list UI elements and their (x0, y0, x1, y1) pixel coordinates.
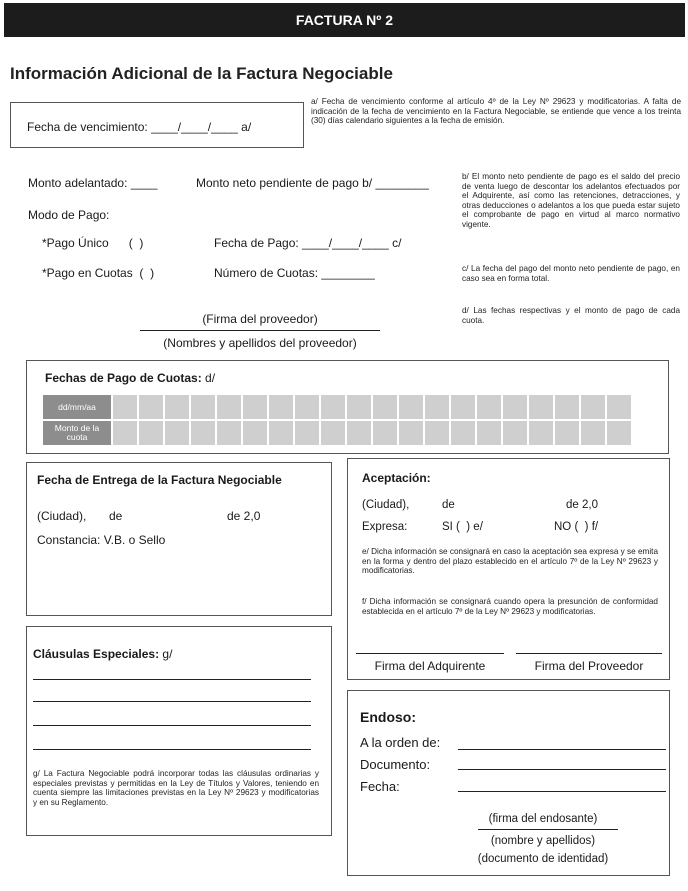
cuotas-grid (41, 393, 633, 447)
aceptacion-box (347, 458, 670, 680)
entrega-ciudad[interactable]: (Ciudad), (37, 509, 87, 523)
grid-cell[interactable] (112, 420, 138, 446)
grid-cell[interactable] (476, 420, 502, 446)
entrega-box (26, 462, 332, 616)
grid-cell[interactable] (502, 394, 528, 420)
grid-cell[interactable] (424, 420, 450, 446)
grid-cell[interactable] (242, 394, 268, 420)
grid-cell[interactable] (476, 394, 502, 420)
page-title: Información Adicional de la Factura Negociable (10, 64, 393, 83)
clausula-line[interactable] (33, 701, 311, 702)
grid-cell[interactable] (138, 394, 164, 420)
grid-cell[interactable] (398, 394, 424, 420)
entrega-title: Fecha de Entrega de la Factura Negociable (37, 473, 282, 487)
grid-cell[interactable] (424, 394, 450, 420)
cuotas-date-row (42, 394, 632, 420)
grid-cell[interactable] (190, 420, 216, 446)
grid-cell[interactable] (528, 394, 554, 420)
orden-line[interactable] (458, 749, 666, 750)
clausulas-title-text: Cláusulas Especiales: (33, 647, 160, 661)
fecha-label: Fecha: (360, 779, 400, 794)
grid-cell[interactable] (138, 420, 164, 446)
vencimiento-box (10, 102, 304, 148)
endoso-box (347, 690, 670, 876)
fecha-pago-field[interactable]: Fecha de Pago: ____/____/____ c/ (214, 236, 402, 250)
nombres-proveedor-label: (Nombres y apellidos del proveedor) (163, 336, 357, 350)
note-a: a/ Fecha de vencimiento conforme al artículo 4º de la Ley Nº 29623 y modificatorias. A falta de indicación de la fecha de vencimiento en la Factura Negociable, se entiende que vence a los treinta (30) días calendario siguientes a la fecha de emisión. (311, 97, 681, 126)
firma-proveedor-accept-label: Firma del Proveedor (534, 659, 644, 673)
grid-cell[interactable] (320, 394, 346, 420)
documento-line[interactable] (458, 769, 666, 770)
numero-cuotas-field[interactable]: Número de Cuotas: ________ (214, 266, 375, 280)
grid-cell[interactable] (268, 420, 294, 446)
row-label-date: dd/mm/aa (42, 394, 112, 420)
clausulas-title (33, 647, 172, 661)
nombre-endosante-label: (nombre y apellidos) (490, 835, 596, 847)
firma-adquirente-label: Firma del Adquirente (374, 659, 486, 673)
grid-cell[interactable] (164, 420, 190, 446)
grid-cell[interactable] (580, 394, 606, 420)
fecha-line[interactable] (458, 791, 666, 792)
cuotas-box (26, 360, 669, 454)
grid-cell[interactable] (216, 420, 242, 446)
grid-cell[interactable] (398, 420, 424, 446)
monto-neto-field[interactable]: Monto neto pendiente de pago b/ ________ (196, 176, 429, 190)
cuotas-title-ref: d/ (205, 371, 216, 385)
vencimiento-field[interactable]: Fecha de vencimiento: ____/____/____ a/ (27, 120, 252, 134)
note-c: c/ La fecha del pago del monto neto pendiente de pago, en caso sea en forma total. (462, 264, 680, 283)
note-e: e/ Dicha información se consignará en caso la aceptación sea expresa y se emita en la forma y dentro del plazo establecido en el artículo 7º de la Ley Nº 29623 y modificatorias. (362, 547, 658, 576)
grid-cell[interactable] (554, 420, 580, 446)
grid-cell[interactable] (346, 420, 372, 446)
monto-adelantado-field[interactable]: Monto adelantado: ____ (28, 176, 158, 190)
grid-cell[interactable] (216, 394, 242, 420)
clausula-line[interactable] (33, 725, 311, 726)
entrega-de: de (109, 509, 123, 523)
grid-cell[interactable] (372, 394, 398, 420)
grid-cell[interactable] (294, 394, 320, 420)
grid-cell[interactable] (606, 420, 632, 446)
orden-label: A la orden de: (360, 735, 441, 750)
grid-cell[interactable] (450, 394, 476, 420)
documento-identidad-label: (documento de identidad) (477, 853, 609, 865)
aceptacion-title: Aceptación: (362, 471, 431, 485)
header-bar (4, 3, 685, 37)
expresa-label: Expresa: (362, 521, 408, 533)
note-b: b/ El monto neto pendiente de pago es el saldo del precio de venta luego de descontar los adelantos efectuados por el Adquirente, así como las retenciones, detracciones, y otras deducciones o adelantos a los que pueda estar sujeto el comprobante de pago en virtud al marco normativo vigente. (462, 172, 680, 229)
firma-proveedor-label: (Firma del proveedor) (202, 312, 318, 326)
grid-cell[interactable] (528, 420, 554, 446)
grid-cell[interactable] (346, 394, 372, 420)
grid-cell[interactable] (164, 394, 190, 420)
row-label-amount: Monto de la cuota (42, 420, 112, 446)
proveedor-signature-line[interactable] (516, 653, 662, 654)
grid-cell[interactable] (606, 394, 632, 420)
grid-cell[interactable] (320, 420, 346, 446)
aceptacion-de: de (442, 499, 455, 511)
grid-cell[interactable] (268, 394, 294, 420)
pago-cuotas-option[interactable]: *Pago en Cuotas ( ) (42, 266, 155, 280)
grid-cell[interactable] (502, 420, 528, 446)
note-f: f/ Dicha información se consignará cuando opera la presunción de conformidad establecida en el artículo 7º de la Ley Nº 29623 y modificatorias. (362, 597, 658, 616)
cuotas-amount-row (42, 420, 632, 446)
grid-cell[interactable] (294, 420, 320, 446)
grid-cell[interactable] (450, 420, 476, 446)
grid-cell[interactable] (242, 420, 268, 446)
note-d: d/ Las fechas respectivas y el monto de pago de cada cuota. (462, 306, 680, 325)
adquirente-signature-line[interactable] (356, 653, 504, 654)
endosante-signature-line[interactable] (478, 829, 618, 830)
grid-cell[interactable] (372, 420, 398, 446)
aceptacion-year[interactable]: de 2,0 (566, 499, 598, 511)
si-option[interactable]: SI ( ) e/ (442, 521, 483, 533)
modo-pago-label: Modo de Pago: (28, 208, 110, 222)
documento-label: Documento: (360, 757, 431, 772)
note-g: g/ La Factura Negociable podrá incorporar todas las cláusulas ordinarias y especiales previstas y permitidas en la Ley de Títulos y Valores, teniendo en cuenta siempre las limitaciones previstas en la Ley Nº 29623 y modificatorias y en su Reglamento. (33, 769, 319, 807)
constancia-label: Constancia: V.B. o Sello (37, 533, 166, 547)
cuotas-title (45, 371, 215, 385)
clausulas-title-ref: g/ (162, 647, 173, 661)
aceptacion-ciudad[interactable]: (Ciudad), (362, 499, 410, 511)
firma-endosante-label: (firma del endosante) (488, 813, 598, 825)
clausulas-box (26, 626, 332, 836)
grid-cell[interactable] (580, 420, 606, 446)
endoso-title: Endoso: (360, 709, 416, 725)
pago-unico-option[interactable]: *Pago Único ( ) (42, 236, 144, 250)
invoice-title: FACTURA Nº 2 (295, 12, 394, 28)
grid-cell[interactable] (112, 394, 138, 420)
clausula-line[interactable] (33, 749, 311, 750)
entrega-year[interactable]: de 2,0 (227, 509, 261, 523)
grid-cell[interactable] (190, 394, 216, 420)
signature-line (140, 330, 380, 331)
cuotas-title-text: Fechas de Pago de Cuotas: (45, 371, 202, 385)
clausula-line[interactable] (33, 679, 311, 680)
no-option[interactable]: NO ( ) f/ (554, 521, 599, 533)
grid-cell[interactable] (554, 394, 580, 420)
